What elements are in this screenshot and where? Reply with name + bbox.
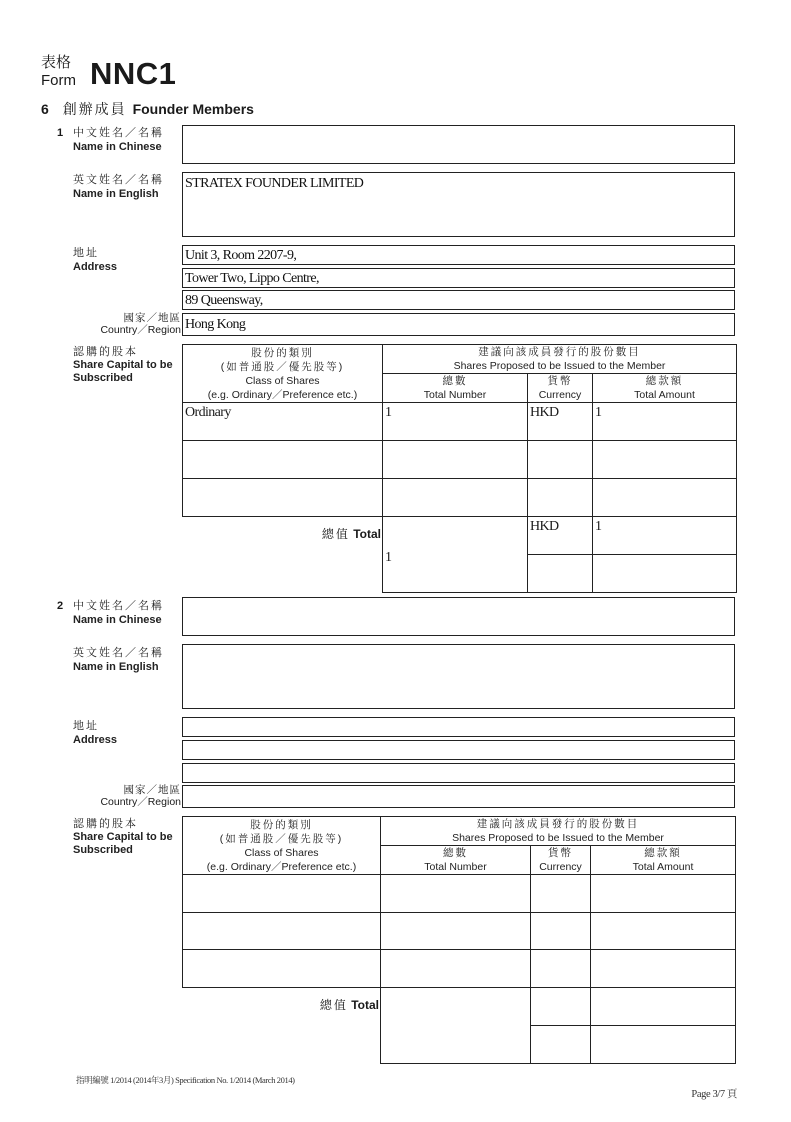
name-chinese-label-zh: 中文姓名／名稱 [73, 600, 164, 612]
amount-header-en: Total Amount [634, 389, 695, 401]
total-currency-cell[interactable]: HKD [528, 517, 593, 555]
section-title [41, 99, 254, 119]
number-header-zh: 總數 [443, 847, 468, 859]
currency-header-zh: 貨幣 [548, 847, 573, 859]
specification-note: 指明編號 1/2014 (2014年3月) Specification No. 1/2014 (March 2014) [76, 1075, 295, 1085]
table-row [183, 950, 736, 988]
total-amount-header [591, 846, 736, 875]
total-label-zh: 總值 [321, 527, 350, 541]
section-number: 6 [41, 101, 49, 117]
address-line-1[interactable] [182, 717, 735, 737]
name-chinese-field[interactable] [182, 597, 735, 636]
total-amount-cell[interactable] [591, 988, 736, 1026]
currency-header-en: Currency [538, 389, 582, 401]
number-header-en: Total Number [424, 861, 487, 873]
country-label-zh: 國家／地區 [123, 312, 181, 324]
shares-proposed-header [383, 345, 737, 374]
section-title-zh: 創辦成員 [62, 101, 127, 117]
name-english-label-en: Name in English [73, 661, 159, 673]
form-label-en: Form [41, 72, 76, 89]
class-header-en-1: Class of Shares [245, 374, 320, 387]
share-capital-label-zh: 認購的股本 [73, 818, 138, 830]
total-label-zh: 總值 [319, 998, 348, 1012]
page-number: Page 3/7 頁 [691, 1089, 737, 1100]
total-currency-cell[interactable] [531, 1026, 591, 1064]
class-header-en-1: Class of Shares [244, 846, 319, 859]
form-code: NNC1 [90, 56, 177, 91]
total-amount-cell[interactable] [593, 555, 737, 593]
address-line-3[interactable]: 89 Queensway, [182, 290, 735, 310]
total-label-en: Total [351, 998, 379, 1012]
name-chinese-label-en: Name in Chinese [73, 614, 162, 626]
total-label [278, 996, 379, 1013]
share-amount-cell[interactable] [593, 479, 737, 517]
class-header-zh-1: 股份的類別 [251, 346, 314, 359]
share-capital-label [73, 818, 173, 857]
proposed-header-zh: 建議向該成員發行的股份數目 [478, 346, 641, 358]
share-class-cell[interactable] [183, 479, 383, 517]
total-amount-header [593, 374, 737, 403]
number-header-zh: 總數 [442, 375, 468, 387]
address-label-zh: 地址 [73, 720, 99, 732]
country-label-en: Country／Region [100, 796, 181, 808]
share-class-cell[interactable] [183, 875, 381, 913]
amount-header-zh: 總款額 [645, 375, 684, 387]
total-currency-cell[interactable] [528, 555, 593, 593]
share-class-cell[interactable] [183, 441, 383, 479]
name-english-label-en: Name in English [73, 188, 159, 200]
share-amount-cell[interactable] [591, 913, 736, 950]
total-number-header [383, 374, 528, 403]
share-number-cell[interactable] [381, 913, 531, 950]
share-capital-label-en-1: Share Capital to be [73, 359, 173, 371]
address-line-1[interactable]: Unit 3, Room 2207-9, [182, 245, 735, 265]
total-label [280, 525, 381, 542]
total-amount-cell[interactable] [591, 1026, 736, 1064]
share-table [182, 816, 736, 1064]
share-amount-cell[interactable]: 1 [593, 403, 737, 441]
name-english-label-zh: 英文姓名／名稱 [73, 174, 164, 186]
country-label [90, 784, 181, 808]
share-capital-label-en-2: Subscribed [73, 844, 133, 856]
country-label-en: Country／Region [100, 324, 181, 336]
share-capital-label-en-1: Share Capital to be [73, 831, 173, 843]
form-label [41, 54, 76, 90]
table-row [183, 875, 736, 913]
name-chinese-field[interactable] [182, 125, 735, 164]
total-number-value: 1 [385, 549, 392, 565]
currency-header [528, 374, 593, 403]
member-index: 2 [57, 600, 64, 612]
name-english-label [73, 173, 164, 201]
share-currency-cell[interactable] [528, 441, 593, 479]
address-label [73, 719, 117, 747]
share-currency-cell[interactable] [531, 875, 591, 913]
share-number-cell[interactable] [383, 441, 528, 479]
share-number-cell[interactable] [381, 950, 531, 988]
total-row [183, 988, 736, 1026]
table-row [183, 441, 737, 479]
share-number-cell[interactable]: 1 [383, 403, 528, 441]
form-label-zh: 表格 [41, 54, 72, 71]
total-number-cell[interactable] [383, 517, 528, 593]
total-number-header [381, 846, 531, 875]
share-capital-label-en-2: Subscribed [73, 372, 133, 384]
share-capital-label [73, 346, 173, 385]
share-table [182, 344, 737, 593]
name-english-label-zh: 英文姓名／名稱 [73, 647, 164, 659]
share-amount-cell[interactable] [591, 875, 736, 913]
member-index: 1 [57, 127, 64, 139]
amount-header-zh: 總款額 [644, 847, 682, 859]
address-label-en: Address [73, 734, 118, 746]
name-chinese-label [73, 599, 164, 627]
share-amount-cell[interactable] [591, 950, 736, 988]
share-currency-cell[interactable] [531, 950, 591, 988]
address-line-3[interactable] [182, 763, 735, 783]
name-chinese-label-en: Name in Chinese [73, 141, 162, 153]
name-chinese-label [73, 126, 164, 154]
total-row [183, 517, 737, 555]
total-amount-cell[interactable]: 1 [593, 517, 737, 555]
share-currency-cell[interactable] [528, 479, 593, 517]
currency-header-en: Currency [539, 861, 582, 873]
class-header-zh-2: (如普通股／優先股等) [219, 832, 344, 845]
country-label-zh: 國家／地區 [123, 784, 181, 796]
share-amount-cell[interactable] [593, 441, 737, 479]
name-english-label [73, 646, 164, 674]
amount-header-en: Total Amount [632, 861, 694, 873]
table-row [183, 913, 736, 950]
address-label-en: Address [73, 261, 118, 273]
country-field[interactable] [182, 785, 735, 808]
total-label-en: Total [353, 527, 381, 541]
name-english-field[interactable] [182, 644, 735, 709]
address-line-2[interactable]: Tower Two, Lippo Centre, [182, 268, 735, 288]
share-currency-cell[interactable]: HKD [528, 403, 593, 441]
total-number-cell[interactable] [381, 988, 531, 1064]
address-label [73, 246, 117, 274]
address-line-2[interactable] [182, 740, 735, 760]
table-row [183, 403, 737, 441]
proposed-header-zh: 建議向該成員發行的股份數目 [476, 818, 640, 830]
share-number-cell[interactable] [383, 479, 528, 517]
proposed-header-en: Shares Proposed to be Issued to the Member [453, 360, 666, 372]
class-header-zh-2: (如普通股／優先股等) [220, 360, 345, 373]
address-label-zh: 地址 [73, 247, 99, 259]
name-chinese-label-zh: 中文姓名／名稱 [73, 127, 164, 139]
shares-proposed-header [381, 817, 736, 846]
share-class-cell[interactable] [183, 913, 381, 950]
proposed-header-en: Shares Proposed to be Issued to the Member [452, 832, 664, 844]
total-currency-cell[interactable] [531, 988, 591, 1026]
currency-header-zh: 貨幣 [547, 375, 573, 387]
class-header-zh-1: 股份的類別 [250, 818, 313, 831]
country-field[interactable]: Hong Kong [182, 313, 735, 336]
name-english-field[interactable]: STRATEX FOUNDER LIMITED [182, 172, 735, 237]
class-header-en-2: (e.g. Ordinary／Preference etc.) [207, 388, 358, 401]
share-class-cell[interactable]: Ordinary [183, 403, 383, 441]
share-capital-label-zh: 認購的股本 [73, 346, 138, 358]
number-header-en: Total Number [423, 389, 487, 401]
table-row [183, 479, 737, 517]
share-class-cell[interactable] [183, 950, 381, 988]
share-number-cell[interactable] [381, 875, 531, 913]
section-title-en: Founder Members [132, 101, 254, 117]
class-of-shares-header [183, 817, 381, 875]
currency-header [531, 846, 591, 875]
class-header-en-2: (e.g. Ordinary／Preference etc.) [206, 860, 357, 873]
country-label [90, 312, 181, 336]
class-of-shares-header [183, 345, 383, 403]
share-currency-cell[interactable] [531, 913, 591, 950]
